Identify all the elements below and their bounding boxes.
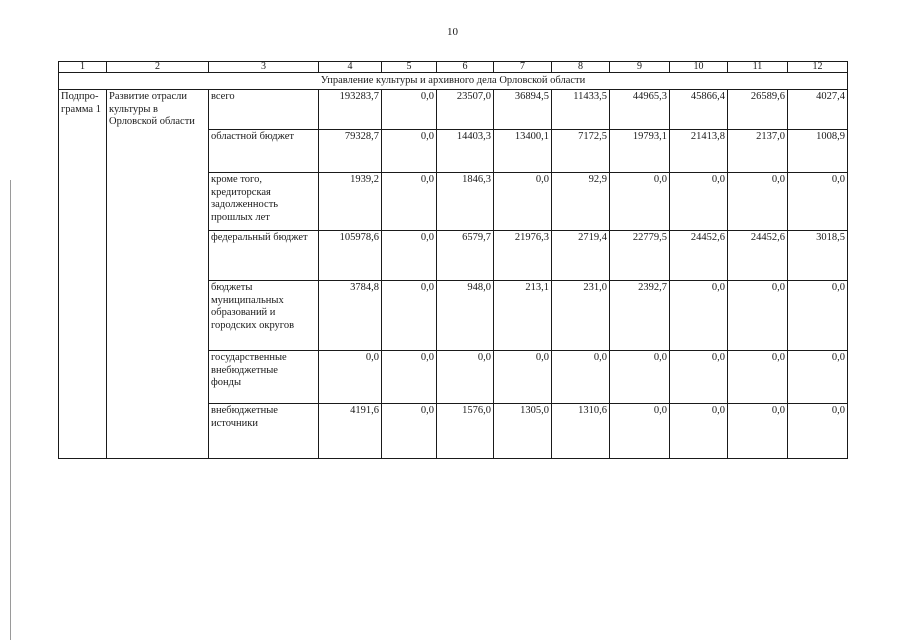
amount-cell: 1846,3 xyxy=(437,173,494,231)
column-number: 7 xyxy=(494,62,552,73)
amount-cell: 4027,4 xyxy=(788,90,848,130)
amount-cell: 23507,0 xyxy=(437,90,494,130)
amount-cell: 0,0 xyxy=(788,404,848,459)
amount-cell: 79328,7 xyxy=(319,130,382,173)
amount-cell: 21413,8 xyxy=(670,130,728,173)
amount-cell: 13400,1 xyxy=(494,130,552,173)
amount-cell: 0,0 xyxy=(382,281,437,351)
budget-row xyxy=(59,90,848,130)
subprogram-name: Развитие отрасли культуры в Орловской области xyxy=(107,90,209,459)
amount-cell: 45866,4 xyxy=(670,90,728,130)
funding-source-label: бюджеты муниципальных образований и городских округов xyxy=(209,281,319,351)
amount-cell: 1305,0 xyxy=(494,404,552,459)
amount-cell: 0,0 xyxy=(382,404,437,459)
amount-cell: 0,0 xyxy=(670,351,728,404)
amount-cell: 0,0 xyxy=(610,351,670,404)
column-number: 3 xyxy=(209,62,319,73)
amount-cell: 36894,5 xyxy=(494,90,552,130)
amount-cell: 193283,7 xyxy=(319,90,382,130)
amount-cell: 1939,2 xyxy=(319,173,382,231)
amount-cell: 0,0 xyxy=(788,173,848,231)
amount-cell: 2137,0 xyxy=(728,130,788,173)
column-number: 8 xyxy=(552,62,610,73)
amount-cell: 21976,3 xyxy=(494,231,552,281)
amount-cell: 0,0 xyxy=(670,281,728,351)
amount-cell: 105978,6 xyxy=(319,231,382,281)
amount-cell: 26589,6 xyxy=(728,90,788,130)
amount-cell: 3784,8 xyxy=(319,281,382,351)
amount-cell: 0,0 xyxy=(382,231,437,281)
amount-cell: 0,0 xyxy=(382,351,437,404)
amount-cell: 0,0 xyxy=(670,173,728,231)
amount-cell: 0,0 xyxy=(670,404,728,459)
amount-cell: 0,0 xyxy=(437,351,494,404)
amount-cell: 0,0 xyxy=(382,90,437,130)
column-number: 11 xyxy=(728,62,788,73)
subprogram-code: Подпро- грамма 1 xyxy=(59,90,107,459)
amount-cell: 0,0 xyxy=(610,404,670,459)
amount-cell: 92,9 xyxy=(552,173,610,231)
column-number: 4 xyxy=(319,62,382,73)
amount-cell: 1310,6 xyxy=(552,404,610,459)
amount-cell: 0,0 xyxy=(382,130,437,173)
amount-cell: 0,0 xyxy=(728,173,788,231)
amount-cell: 19793,1 xyxy=(610,130,670,173)
amount-cell: 0,0 xyxy=(494,351,552,404)
amount-cell: 0,0 xyxy=(610,173,670,231)
amount-cell: 22779,5 xyxy=(610,231,670,281)
amount-cell: 6579,7 xyxy=(437,231,494,281)
amount-cell: 0,0 xyxy=(728,281,788,351)
column-number: 1 xyxy=(59,62,107,73)
amount-cell: 0,0 xyxy=(552,351,610,404)
funding-source-label: внебюджетные источники xyxy=(209,404,319,459)
amount-cell: 0,0 xyxy=(788,351,848,404)
amount-cell: 11433,5 xyxy=(552,90,610,130)
amount-cell: 0,0 xyxy=(728,404,788,459)
scan-margin-line xyxy=(10,180,11,640)
amount-cell: 0,0 xyxy=(494,173,552,231)
funding-source-label: федеральный бюджет xyxy=(209,231,319,281)
column-number: 2 xyxy=(107,62,209,73)
amount-cell: 2719,4 xyxy=(552,231,610,281)
column-number: 9 xyxy=(610,62,670,73)
amount-cell: 213,1 xyxy=(494,281,552,351)
amount-cell: 1008,9 xyxy=(788,130,848,173)
funding-source-label: всего xyxy=(209,90,319,130)
amount-cell: 0,0 xyxy=(319,351,382,404)
department-title: Управление культуры и архивного дела Орловской области xyxy=(59,73,848,90)
amount-cell: 14403,3 xyxy=(437,130,494,173)
amount-cell: 0,0 xyxy=(788,281,848,351)
column-number-row xyxy=(59,62,848,73)
amount-cell: 948,0 xyxy=(437,281,494,351)
department-row xyxy=(59,73,848,90)
amount-cell: 4191,6 xyxy=(319,404,382,459)
amount-cell: 7172,5 xyxy=(552,130,610,173)
amount-cell: 0,0 xyxy=(728,351,788,404)
column-number: 5 xyxy=(382,62,437,73)
amount-cell: 24452,6 xyxy=(670,231,728,281)
amount-cell: 0,0 xyxy=(382,173,437,231)
column-number: 12 xyxy=(788,62,848,73)
amount-cell: 44965,3 xyxy=(610,90,670,130)
amount-cell: 2392,7 xyxy=(610,281,670,351)
amount-cell: 1576,0 xyxy=(437,404,494,459)
budget-table xyxy=(58,61,848,459)
amount-cell: 24452,6 xyxy=(728,231,788,281)
funding-source-label: государственные внебюджетные фонды xyxy=(209,351,319,404)
column-number: 10 xyxy=(670,62,728,73)
amount-cell: 231,0 xyxy=(552,281,610,351)
column-number: 6 xyxy=(437,62,494,73)
funding-source-label: областной бюджет xyxy=(209,130,319,173)
page-number: 10 xyxy=(447,26,458,38)
funding-source-label: кроме того, кредиторская задолженность прошлых лет xyxy=(209,173,319,231)
amount-cell: 3018,5 xyxy=(788,231,848,281)
